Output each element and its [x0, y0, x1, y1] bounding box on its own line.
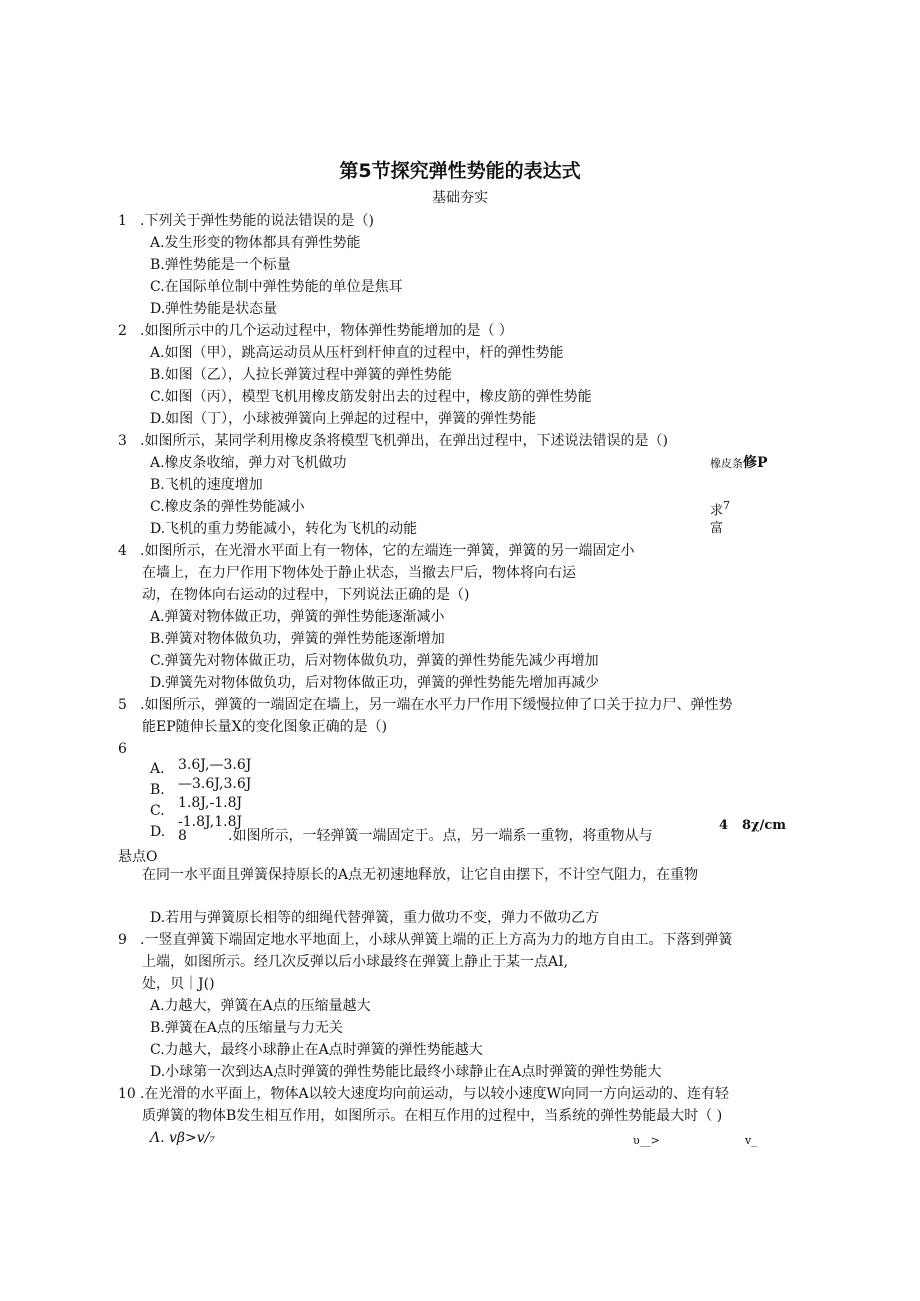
option-b: B. [150, 782, 165, 798]
option-a: A.发生形变的物体都具有弹性势能 [150, 235, 361, 251]
option-a: A. [150, 761, 165, 777]
page-title: 第5节探究弹性势能的表达式 [339, 160, 581, 182]
question-number: 5 [118, 697, 127, 713]
option-b: B.弹簧在A点的压缩量与力无关 [150, 1020, 343, 1036]
figure-label-fragment: υ__> [633, 1134, 660, 1147]
question-10 [118, 1085, 729, 1103]
question-text: .如图所示，某同学利用橡皮条将模型飞机弹出，在弹出过程中，下述说法错误的是（) [140, 433, 668, 449]
option-d: D.弹性势能是状态量 [150, 301, 278, 317]
question-text: .如图所示，一轻弹簧一端固定于。点，另一端系一重物，将重物从与 [228, 828, 653, 844]
question-6-number: 6 [118, 741, 127, 757]
option-d: D.小球第一次到达A点时弹簧的弹性势能比最终小球静止在A点时弹簧的弹性势能大 [150, 1064, 662, 1080]
option-c: C.如图（丙），模型飞机用橡皮筋发射出去的过程中，橡皮筋的弹性势能 [150, 389, 592, 405]
question-4 [118, 542, 634, 560]
option-b-value: —3.6J,3.6J [178, 776, 252, 792]
question-2 [118, 322, 513, 340]
question-9 [118, 931, 732, 949]
option-b: B.如图（乙），人拉长弹簧过程中弹簧的弹性势能 [150, 367, 452, 383]
option-b: B.弹性势能是一个标量 [150, 257, 291, 273]
question-text-line: 悬点O [118, 849, 158, 865]
question-text-line: 上端，如图所示。经几次反弹以后小球最终在弹簧上静止于某一点AI, [142, 954, 569, 970]
question-text-line: 在墙上，在力尸作用下物体处于静止状态，当撤去尸后，物体将向右运 [142, 565, 576, 581]
question-number: 2 [118, 323, 127, 339]
figure-label-rubber-band: 橡皮条修P [710, 455, 768, 471]
section-subtitle: 基础夯实 [432, 190, 488, 206]
question-number: 10 [118, 1086, 136, 1102]
option-a: A.橡皮条收缩，弹力对飞机做功 [150, 455, 347, 471]
question-3 [118, 432, 668, 450]
question-number: 8 [178, 828, 187, 844]
figure-axis-label: 8χ∕cm [742, 818, 787, 833]
question-number: 1 [118, 213, 127, 229]
question-number: 3 [118, 433, 127, 449]
figure-label-fragment-2: v_ [745, 1134, 757, 1147]
question-text-line: 质弹簧的物体B发生相互作用，如图所示。在相互作用的过程中，当系统的弹性势能最大时（ ) [142, 1108, 723, 1124]
option-b: B.弹簧对物体做负功，弹簧的弹性势能逐渐增加 [150, 631, 445, 647]
question-text-line: 在同一水平面且弹簧保持原长的A点无初速地释放，让它自由摆下，不计空气阻力，在重物 [142, 867, 699, 883]
option-c: C.橡皮条的弹性势能减小 [150, 499, 305, 515]
question-text: .下列关于弹性势能的说法错误的是（) [140, 213, 374, 229]
question-text-line: 处，贝｜J() [142, 976, 215, 992]
option-d: D. [150, 824, 166, 840]
option-a: A.弹簧对物体做正功，弹簧的弹性势能逐渐减小 [150, 609, 445, 625]
option-c-value: 1.8J,-1.8J [178, 795, 243, 811]
question-5 [118, 696, 732, 714]
figure-label-fragment-2: 富 [710, 521, 724, 536]
question-text: .如图所示，在光滑水平面上有一物体，它的左端连一弹簧，弹簧的另一端固定小 [140, 543, 635, 559]
question-text: .在光滑的水平面上，物体A以较大速度均向前运动，与以较小速度W向同一方向运动的、连有轻 [140, 1086, 729, 1102]
option-c: C. [150, 803, 165, 819]
option-d-value: -1.8J,1.8J [178, 814, 243, 830]
option-c: C.在国际单位制中弹性势能的单位是焦耳 [150, 279, 403, 295]
figure-axis-number: 4 [719, 818, 729, 833]
option-a: Λ. vβ>v∕₇ [150, 1130, 215, 1146]
question-text-line: 能EP随伸长量X的变化图象正确的是（) [142, 719, 388, 735]
figure-label-fragment: 求$^7$ [710, 499, 731, 519]
option-d: D.若用与弹簧原长相等的细绳代替弹簧，重力做功不变，弹力不做功乙方 [150, 910, 600, 926]
option-a: A.如图（甲），跳高运动员从压杆到杆伸直的过程中，杆的弹性势能 [150, 345, 564, 361]
question-text: .如图所示中的几个运动过程中，物体弹性势能增加的是（ ） [140, 323, 513, 339]
question-text: .如图所示，弹簧的一端固定在墙上，另一端在水平力尸作用下缓慢拉伸了口关于拉力尸、弹性势 [140, 697, 733, 713]
question-number: 9 [118, 932, 127, 948]
option-c: C.力越大，最终小球静止在A点时弹簧的弹性势能越大 [150, 1042, 483, 1058]
question-text: .一竖直弹簧下端固定地水平地面上，小球从弹簧上端的正上方高为力的地方自由工。下落到弹簧 [140, 932, 733, 948]
option-d: D.如图（丁），小球被弹簧向上弹起的过程中，弹簧的弹性势能 [150, 411, 537, 427]
option-d: D.飞机的重力势能减小，转化为飞机的动能 [150, 521, 418, 537]
question-text-line: 动，在物体向右运动的过程中，下列说法正确的是（) [142, 587, 470, 603]
option-a-value: 3.6J,—3.6J [178, 757, 252, 773]
option-a: A.力越大，弹簧在A点的压缩量越大 [150, 998, 371, 1014]
question-1 [118, 212, 374, 230]
option-c: C.弹簧先对物体做正功，后对物体做负功，弹簧的弹性势能先减少再增加 [150, 653, 599, 669]
option-b: B.飞机的速度增加 [150, 477, 263, 493]
question-number: 4 [118, 543, 127, 559]
option-d: D.弹簧先对物体做负功，后对物体做正功，弹簧的弹性势能先增加再减少 [150, 675, 600, 691]
question-8 [178, 827, 652, 845]
